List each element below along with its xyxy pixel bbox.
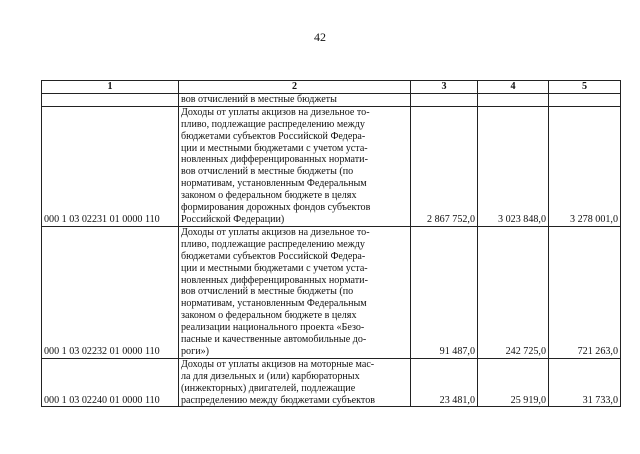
description-line: ции и местными бюджетами с учетом уста- (181, 142, 368, 154)
description-line: нормативам, установленным Федеральным (181, 178, 367, 190)
table-header-row (42, 81, 621, 94)
table-row (42, 93, 621, 106)
description-cell (179, 358, 411, 407)
revenue-table (41, 80, 621, 407)
description-line: вов отчислений в местные бюджеты (по (181, 166, 354, 178)
description-cell (179, 226, 411, 358)
description-line: бюджетами субъектов Российской Федера- (181, 130, 366, 142)
column-header: 4 (478, 81, 549, 94)
value-cell: 91 487,0 (411, 226, 478, 358)
table-row (42, 106, 621, 226)
description-line: вов отчислений в местные бюджеты (по (181, 286, 354, 298)
value-cell: 25 919,0 (478, 358, 549, 407)
value-cell: 721 263,0 (549, 226, 621, 358)
description-line: новленных дифференцированных нормати- (181, 274, 368, 286)
description-cell (179, 106, 411, 226)
description-line: Российской Федерации) (181, 213, 285, 225)
description-line: новленных дифференцированных нормати- (181, 154, 368, 166)
value-cell (478, 93, 549, 106)
description-line: ла для дизельных и (или) карбюраторных (181, 370, 360, 382)
column-header: 1 (42, 81, 179, 94)
description-line: бюджетами субъектов Российской Федера- (181, 250, 366, 262)
description-line: Доходы от уплаты акцизов на дизельное то- (181, 226, 370, 238)
column-header: 5 (549, 81, 621, 94)
value-cell: 31 733,0 (549, 358, 621, 407)
description-line: Доходы от уплаты акцизов на дизельное то- (181, 106, 370, 118)
value-cell (549, 93, 621, 106)
value-cell: 3 023 848,0 (478, 106, 549, 226)
description-line: распределению между бюджетами субъектов (181, 394, 376, 406)
description-line: (инжекторных) двигателей, подлежащие (181, 382, 356, 394)
description-line: пасные и качественные автомобильные до- (181, 334, 367, 346)
description-line: формирования дорожных фондов субъектов (181, 202, 371, 214)
value-cell: 2 867 752,0 (411, 106, 478, 226)
table-row (42, 226, 621, 358)
description-line: ции и местными бюджетами с учетом уста- (181, 262, 368, 274)
value-cell (411, 93, 478, 106)
description-line: реализации национального проекта «Безо- (181, 322, 365, 334)
value-cell: 242 725,0 (478, 226, 549, 358)
page-number: 42 (314, 30, 326, 44)
table-row (42, 358, 621, 407)
description-cell: вов отчислений в местные бюджеты (179, 93, 411, 106)
value-cell: 3 278 001,0 (549, 106, 621, 226)
code-cell (42, 93, 179, 106)
description-line: законом о федеральном бюджете в целях (181, 190, 357, 202)
code-cell: 000 1 03 02240 01 0000 110 (42, 358, 179, 407)
description-line: пливо, подлежащие распределению между (181, 118, 365, 130)
description-line: законом о федеральном бюджете в целях (181, 310, 357, 322)
description-line: Доходы от уплаты акцизов на моторные мас- (181, 358, 375, 370)
description-line: нормативам, установленным Федеральным (181, 298, 367, 310)
column-header: 3 (411, 81, 478, 94)
description-line: роги») (181, 345, 210, 357)
code-cell: 000 1 03 02231 01 0000 110 (42, 106, 179, 226)
code-cell: 000 1 03 02232 01 0000 110 (42, 226, 179, 358)
value-cell: 23 481,0 (411, 358, 478, 407)
description-line: пливо, подлежащие распределению между (181, 238, 365, 250)
column-header: 2 (179, 81, 411, 94)
